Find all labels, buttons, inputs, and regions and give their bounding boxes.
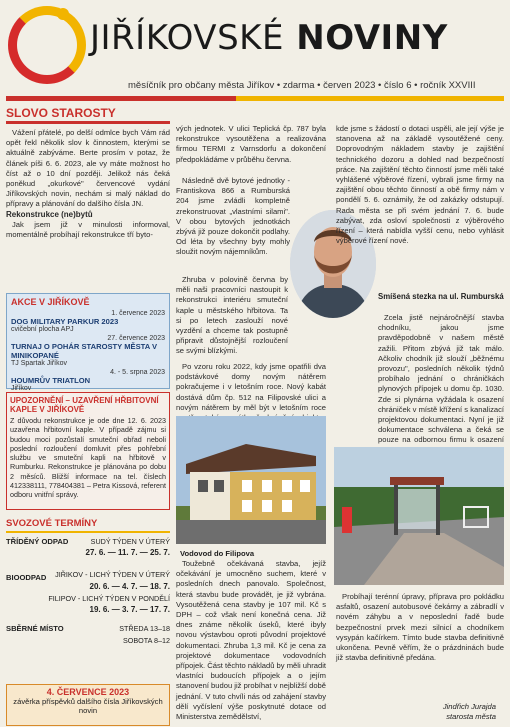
starosta-paragraph: Po vzoru roku 2022, kdy jsme opatřili dva podstávkové domy novým nátěrem pokračujeme i v letošním roce. Nový kabát dostává dům čp. 512 na Filipovské ulici a novým nátěrem by měl být v letošním roce [176,362,326,412]
starosta-column-2c [176,275,288,357]
masthead-subtitle: měsíčník pro občany města Jiříkov • zdarma • červen 2023 • číslo 6 • ročník XXVIII [128,80,476,91]
event-date: 27. července 2023 [107,335,165,342]
events-box [6,293,170,392]
event-place: TJ Spartak Jiříkov [11,360,68,367]
event-place: Jiříkov [11,385,32,392]
subheading-stezka: Smíšená stezka na ul. Rumburská [378,292,504,301]
starosta-column-1 [6,128,170,240]
svoz-dates: 19. 6. — 3. 7. — 17. 7. [89,605,170,614]
svoz-label: TŘÍDĚNÝ ODPAD [6,537,69,546]
warning-heading: UPOZORNĚNÍ – UZAVŘENÍ HŘBITOVNÍ KAPLE V JIŘÍKOVĚ [10,396,159,414]
svoz-heading: SVOZOVÉ TERMÍNY [6,518,98,529]
starosta-paragraph: Následně dvě bytové jednotky - Frantiskova 866 a Rumburská 204 jsme zvládli kompletně zrekonstruovat „vlastními silami". V obou bytových jednotkách zbývá již pouze dokončit podlahy. Od léta by všechny byty mohly sloužit novým nájemníkům. [176,176,290,257]
event-item [7,310,169,333]
starosta-column-3-bottom [336,592,504,663]
logo-dot [57,8,69,20]
svoz-note: FILIPOV - LICHÝ TÝDEN V PONDĚLÍ [48,594,170,603]
starosta-column-3 [336,124,504,246]
title-part-b: NOVINY [296,18,448,58]
subheading-nebytu: Rekonstrukce (ne)bytů [6,209,93,219]
starosta-column-2-bottom [176,559,326,722]
masthead-title [90,18,448,58]
svoz-bio [6,570,170,614]
svoz-label: SBĚRNÉ MÍSTO [6,624,64,633]
starosta-paragraph: Zhruba v polovině června by měli naši pracovníci nastoupit k rekonstrukci interiéru smuteční kaple u městského hřbitova. Ta si po letech zaslouží nové vyzdění a chceme tak postupně připravit důstojnější rozloučení se svými blízkými. [176,275,288,356]
deadline-text: závěrka příspěvků dalšího čísla Jiříkovských novin [13,697,163,715]
starosta-paragraph: vých jednotek. V ulici Teplická čp. 787 byla rekonstrukce vysoutěžena a realizována firmou TERMI z Varnsdorfu a dokončení předpokládáme v průběhu června. [176,124,326,164]
starosta-paragraph: kde jsme s žádostí o dotaci uspěli, ale její výše je stanovena až na základě vysoutěžené ceny. Doprovodným nákladem stavby je zajištění technického dozoru a dohled nad bezpečností práce. Na zajištění těchto činností jsme měli také vyhlášené výběrové řízení, vybrali jsme firmy na zajištění obou těchto činností a obě firmy nám v pondělí 5. 6. oznámily, že od zakázky odstupují. Rada města se při svém jednání 7. 6. bude zabývat, zda osloví společnosti z výběrového řízení – která nabídla vyšší cenu, nebo vyhlásit výběrové řízení nové. [336,124,504,246]
svoz-note: SOBOTA 8–12 [122,636,170,645]
title-part-a: JIŘÍKOVSKÉ [90,18,284,58]
event-name: TURNAJ O POHÁR STAROSTY MĚSTA V MINIKOPANÉ [11,342,158,360]
starosta-paragraph: Probíhají terénní úpravy, příprava pro pokládku asfaltů, osazení autobusové čekárny a zábradlí v novém záhybu a v neposlední řadě bude bezpečnostní prvek mezi silnicí a chodníkem vysypán kačírkem. Tímto bude stavba definitivně ukončena. Pevně věřím, že o prázdninách bude již stavba definitivně předána. [336,592,504,663]
section-underline [6,121,170,124]
warning-box [6,392,170,510]
svoz-underline [6,531,170,533]
event-item [7,369,169,392]
svoz-trideny [6,537,170,557]
starosta-paragraph: Toužebně očekávaná stavba, jejíž očekávání je umocněno suchem, které v posledních dnech panovalo. Společnost, která stavbu bude provádět, je již vybrána. Vysoutěžená cena stavby je 107 mil. Kč s DPH – což však není konečná cena. Již dnes známe několik úseků, které ibyly novou výstavbou oproti původní projektové dokumentaci. Zhruba 1,3 mil. Kč je cena za projektové dokumentace vodovodních přípojek. Část těchto nákladů by měli uhradit vlastníci budoucích přípojek a o jejím stanovení budou již probíhat v nejbližší době jednání. V tuto chvíli nás od zahájení stavby dělí vyčíslení výše poskytnuté dotace od Ministerstva zemědělství, [176,559,326,722]
deadline-box [6,684,170,726]
logo-ring [8,6,86,84]
signature-role: starosta města [446,712,496,721]
svoz-note: JIŘIKOV - LICHÝ TÝDEN V ÚTERÝ [55,570,170,579]
event-date: 4. - 5. srpna 2023 [110,369,165,376]
event-date: 1. července 2023 [111,310,165,317]
starosta-paragraph: Zcela jistě nejnáročnější stavba chodníku, jakou jsme pravděpodobně v našem městě zažili. Přitom zbývá již tak málo. Ačkoliv chodník již slouží „běžnému provozu", posledních několik týdnů probíhalo jednání o chráničkách plynových přípojek u domu čp. 1030. Zde si plynárna vyžádala k osazení chrániček v místě křížení s kanalizací projektovou dokumentaci. Nyní je již dokumentace schválena a čeká se pouze na odbornou firmu k osazení [378,313,504,445]
signature-name: Jindřich Jurajda [442,702,496,711]
svoz-note: SUDÝ TÝDEN V ÚTERÝ [90,537,170,546]
starosta-column-2b [176,176,290,258]
starosta-column-2 [176,124,326,165]
starosta-paragraph: Jak jsem již v minulosti informoval, momentálně probíhají rekonstrukce tří byto- [6,219,170,240]
svoz-sberne [6,624,170,645]
svoz-label: BIOODPAD [6,573,47,582]
starosta-paragraph: Vážení přátelé, po delší odmlce bych Vám rád opět řekl několik slov k činnostem, kterými se aktuálně zabýváme. Berte prosím v potaz, že článek píši 6. 6. 2023, ale vy máte možnost ho číst až o 10 dní později. Jelikož nás čeká poněkud „okurkové" červencové vydání Jiříkovských novin, nechám si malý náklad do přípravy a plánování do dalšího čísla JN. [6,128,170,209]
event-name: DOG MILITARY PARKUR 2023 [11,317,119,326]
svoz-dates: 27. 6. — 11. 7. — 25. 7. [85,548,170,557]
section-title-starosta: SLOVO STAROSTY [6,106,116,120]
event-name: HOUMRŮV TRIATLON [11,376,91,385]
starosta-column-3b [378,313,504,466]
header-divider-yellow [236,96,504,101]
svoz-note: STŘEDA 13–18 [119,624,170,633]
event-place: cvičební plocha APJ [11,326,74,333]
deadline-date: 4. ČERVENCE 2023 [46,687,130,697]
warning-text: Z důvodu rekonstrukce je ode dne 12. 6. 2023 uzavřena hřbitovní kaple. V případě zájmu si budou moci pozůstalí smuteční obřad neboli poslední rozloučení domluvit přes pohřební službu ve smuteční kapli na hřbitově v Rumburku. Rekonstrukce je plánována po dobu 2 měsíců. Bližší informace na tel. číslech 412338111, 778404381 – Petra Kissová, referent odboru vnitřní správy. [10,416,166,500]
svoz-dates: 20. 6. — 4. 7. — 18. 7. [89,582,170,591]
subheading-vodovod: Vodovod do Filipova [180,549,255,558]
event-item [7,335,169,367]
photo-building [176,416,326,544]
photo-bus-stop [334,447,504,585]
events-heading: AKCE V JIŘÍKOVĚ [11,297,90,307]
